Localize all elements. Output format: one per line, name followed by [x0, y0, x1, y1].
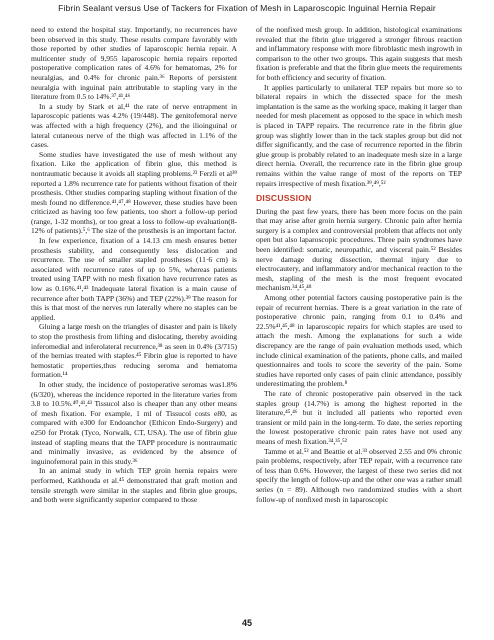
left-column [31, 25, 237, 505]
paragraph: Gluing a large mesh on the triangles of disaster and pain is likely to stop the prosthesis from lifting and dislocating, thereby avoiding inferomedial and inferolateral recurrence,³⁸ as seen in 0.4% (3/715) of the hernias treated with staples.⁴⁵ Fibrin glue is reported to have hemostatic properties,thus reducing seroma and hematoma formation.¹⁴ [31, 322, 237, 380]
right-column [256, 25, 462, 504]
paragraph: Tamme et al.⁵² and Beattie et al.³³ observed 2.55 and 0% chronic pain problems, respectively, after TEP repair, with a recurrence rate of less than 0.6%. However, the largest of these two series did not specify the length of follow-up and the other one was a rather small series (n = 89). Although two randomized studies with a short follow-up of nonfixed mesh in laparoscopic [256, 446, 462, 504]
section-heading-discussion: DISCUSSION [256, 193, 312, 204]
page-number: 45 [241, 618, 252, 628]
paragraph: During the past few years, there has been more focus on the pain that may arise after groin hernia surgery. Chronic pain after hernia surgery is a complex and controversial problem that affects not only open but also laparoscopic procedures. Three pain syndromes have been identified: somatic, neuropathic, and visceral pain.⁵² Besides nerve damage during dissection, thermal injury due to electrocautery, and inflammatory and/or mechanical reaction to the mesh, stapling of the mesh is the most frequent evocated mechanism.³⁴,⁴⁵,⁴⁸ [256, 206, 462, 293]
paragraph: of the nonfixed mesh group. In addition, histological examinations revealed that the fibrin glue triggered a stronger fibrous reaction and inflammatory response with more fibroblastic mesh ingrowth in comparison to the other two groups. This again suggests that mesh fixation is preferable and that the fibrin glue meets the requirements for both efficiency and security of fixation. [256, 25, 462, 82]
paragraph: In a study by Stark et al,⁴¹ the rate of nerve entrapment in laparoscopic patients was 4.2% (19/448). The genitofemoral nerve was affected with a high frequency (2%), and the ilioinguinal or lateral cutaneous nerve of the thigh was affected in 1.1% of the cases. [31, 101, 237, 150]
paragraph: The rate of chronic postoperative pain observed in the tack staples group (14.7%) is among the highest reported in the literature,⁴⁵,⁴⁶ but it included all patients who reported even transient or mild pain in the long-term. To date, the series reporting the lowest postoperative chronic pain rates have not used any means of mesh fixation.³⁴,³⁵,⁵² [256, 388, 462, 446]
paragraph: It applies particularly to unilateral TEP repairs but more so to bilateral repairs in which the dissected space for the mesh implantation is the same as the working space, making it larger than needed for mesh placement as opposed to the space in which mesh is placed in TAPP repairs. The recurrence rate in the fibrin glue group was slightly lower than in the tack staples group but did not differ significantly, and the case of recurrence reported in the fibrin glue group is probably related to an inadequate mesh size in a large direct hernia. Overall, the recurrence rate in the fibrin glue group remains within the value range of most of the reports on TEP repairs irrespective of mesh fixation.³⁹,⁴⁹,⁵² [256, 82, 462, 188]
paragraph: Some studies have investigated the use of mesh without any fixation. Like the application of fibrin glue, this method is nontraumatic because it avoids all stapling problems.²³ Ferzli et al³⁹ reported a 1.8% recurrence rate for patients without fixation of their prosthesis. Other studies comparing stapling without fixation of the mesh found no difference.⁴¹,⁴⁷,⁴⁸ However, these studies have been criticized as having too few patients, too short a follow-up period (range, 1-32 months), or too great a loss to follow-up evaluation(8-12% of patients).⁵,⁶ The size of the prosthesis is an important factor. [31, 149, 237, 236]
running-head: Fibrin Sealant versus Use of Tackers for Fixation of Mesh in Laparoscopic Inguinal Hernia Repair [58, 3, 436, 13]
paragraph: In other study, the incidence of postoperative seromas was1.8% (6/320), whereas the incidence reported in the literature varies from 3.8 to 10.5%.⁴⁰,⁴¹,⁴³ Tissucol also is cheaper than any other means of mesh fixation. For example, 1 ml of Tissucol costs e80, as compared with e300 for Endoanchor (Ethicon Endo-Surgery) and e250 for Protak (Tyco, Norwalk, CT, USA). The use of fibrin glue instead of stapling means that the TAPP procedure is nontraumatic and minimally invasive, as evidenced by the absence of inguinofemoral pain in this study.³⁶ [31, 379, 237, 466]
paragraph: In few experience, fixation of a 14.13 cm mesh ensures better prosthesis stability, and consequently less dislocation and recurrence. The use of smaller stapled prostheses (11·6 cm) is associated with recurrence rates of up to 5%, whereas patients treated using TAPP with no mesh fixation have recurrence rates as low as 0.16%.⁴¹,⁴³ Inadequate lateral fixation is a main cause of recurrence after both TAPP (36%) and TEP (22%).³⁹ The reason for this is that most of the nerves run laterally where no staples can be applied. [31, 236, 237, 322]
paragraph: In an animal study in which TEP groin hernia repairs were performed, Katkhouda et al.⁴⁵ demonstrated that graft motion and tensile strength were similar in the staples and fibrin glue groups, and both were significantly superior compared to those [31, 466, 237, 505]
paragraph: need to extend the hospital stay. Importantly, no recurrences have been observed in this study. These results compare favorably with those reported by other studies of laparoscopic hernia repair. A multicenter study of 9,955 laparoscopic hernia repairs reported postoperative complication rates of 4.6% for hematomas, 2% for neuralgias, and 0.4% for chronic pain.³⁶ Reports of persistent neuralgia with inguinal pain attributable to stapling vary in the literature from 0.5 to 14%.³⁷,⁴¹,⁴⁶ [31, 25, 237, 102]
paragraph: Among other potential factors causing postoperative pain is the repair of recurrent hernias. There is a great variation in the rate of postoperative chronic pain, ranging from 0.1 to 0.4% and 22.5%⁴¹,⁴⁵,⁴⁸ in laparoscopic repairs for which staples are used to attach the mesh. Among the explanations for such a wide discrepancy are the range of pain evaluation methods used, which include clinical examination of the patients, phone calls, and mailed questionnaires and tools to score the severity of the pain. Some studies have reported only cases of pain clinic attendance, possibly underestimating the problem.⁸ [256, 293, 462, 389]
